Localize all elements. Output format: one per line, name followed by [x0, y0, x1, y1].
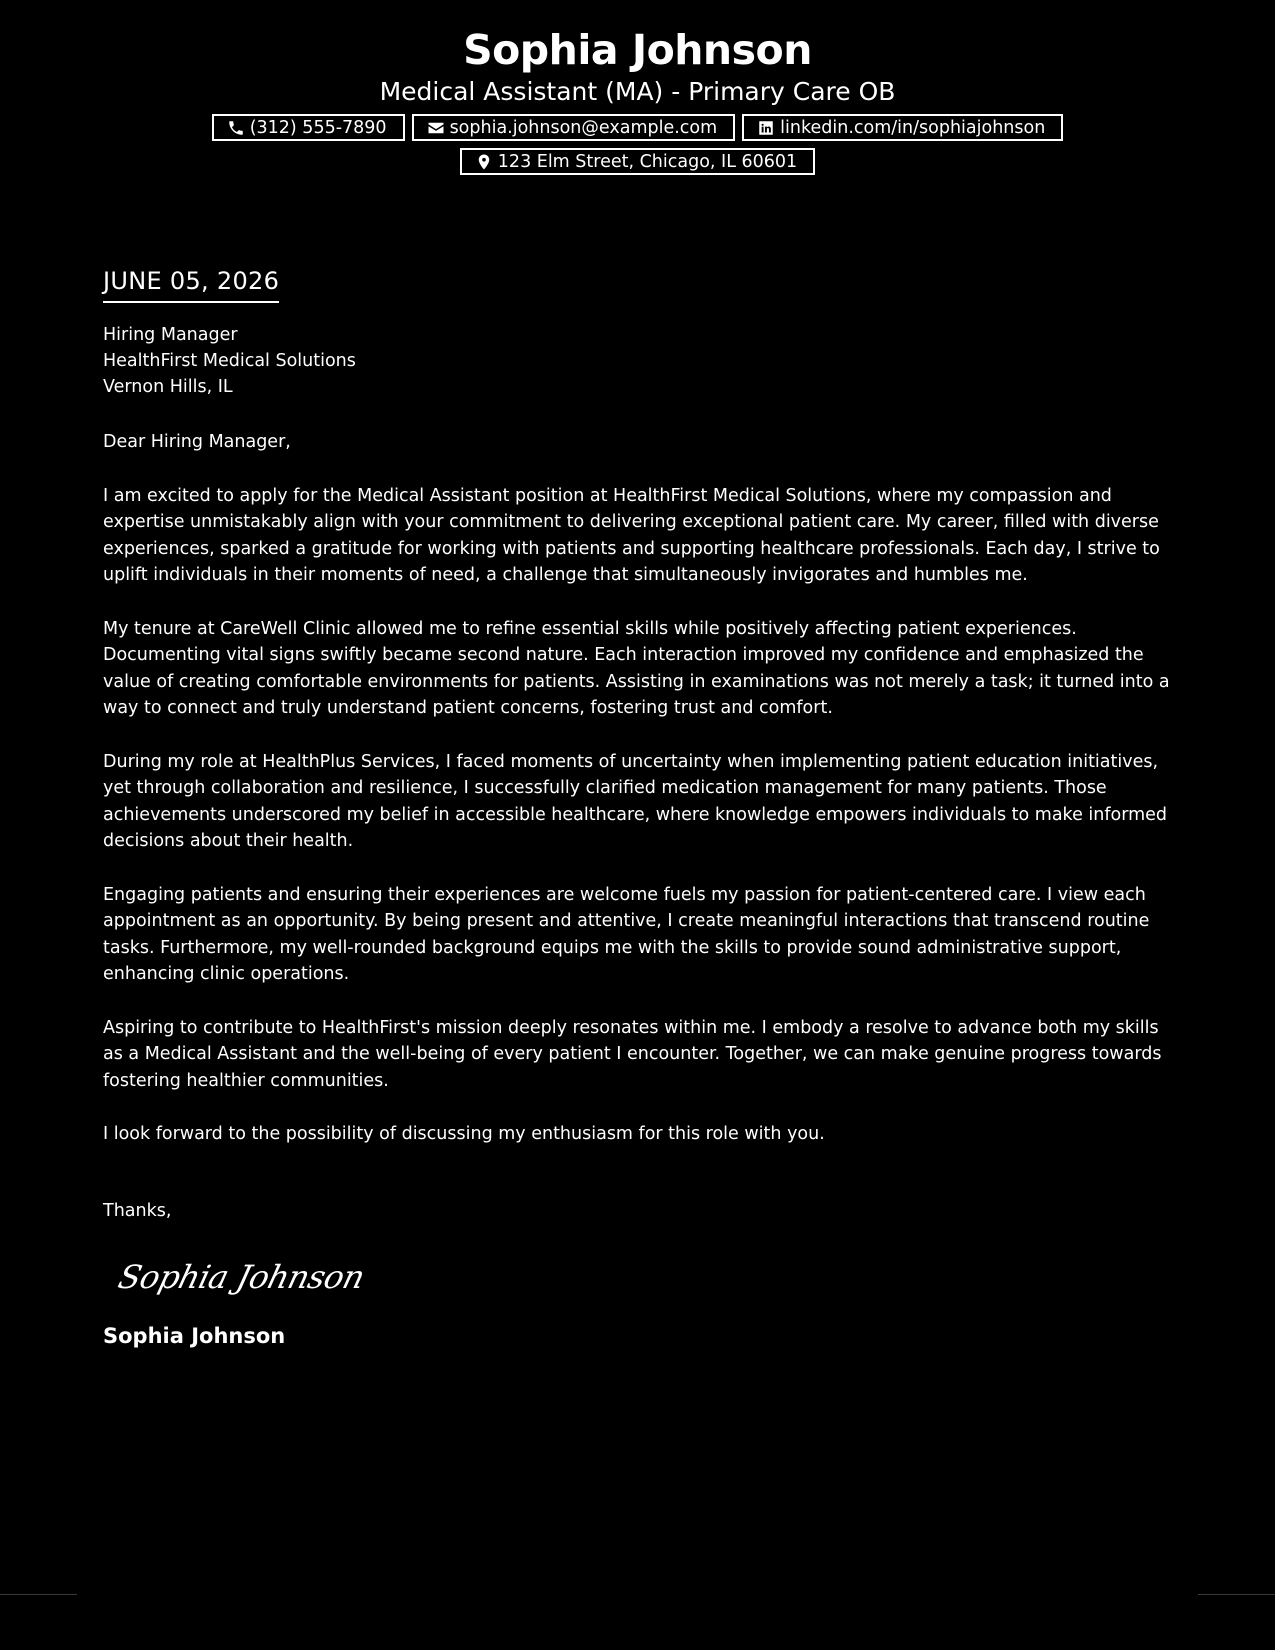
linkedin-contact[interactable] [742, 114, 1063, 141]
applicant-name: Sophia Johnson [463, 26, 812, 74]
linkedin-icon [756, 118, 776, 138]
map-pin-icon [474, 152, 494, 172]
contact-row-address [0, 148, 1275, 175]
letter-date: JUNE 05, 2026 [103, 266, 279, 303]
letter-paragraph: I am excited to apply for the Medical Assistant position at HealthFirst Medical Solutions, where my compassion and expertise unmistakably align with your commitment to delivering exceptional patient care. My career, filled with diverse experiences, sparked a gratitude for working with patients and supporting healthcare professionals. Each day, I strive to uplift individuals in their moments of need, a challenge that simultaneously invigorates and humbles me. [103, 485, 1160, 585]
recipient-line: Hiring Manager [103, 325, 238, 345]
contact-row [0, 114, 1275, 141]
job-title: Medical Assistant (MA) - Primary Care OB [379, 77, 896, 106]
letter-body [103, 266, 1173, 1350]
email-text[interactable]: sophia.johnson@example.com [449, 117, 718, 138]
phone-text: (312) 555-7890 [249, 117, 387, 138]
svg-text:Sophia Johnson: Sophia Johnson [114, 1258, 363, 1296]
envelope-icon [426, 118, 446, 138]
closing: Thanks, [103, 1200, 172, 1221]
letter-paragraph: Aspiring to contribute to HealthFirst's mission deeply resonates within me. I embody a resolve to advance both my skills as a Medical Assistant and the well-being of every patient I encounter. Together, we can make genuine progress towards fostering healthier communities. [103, 1017, 1162, 1091]
handwritten-signature [113, 1250, 1173, 1302]
recipient-line: HealthFirst Medical Solutions [103, 351, 356, 371]
recipient-block [103, 322, 1173, 400]
linkedin-text[interactable]: linkedin.com/in/sophiajohnson [780, 117, 1046, 138]
footer-divider-right [1198, 1594, 1275, 1595]
letter-paragraph: My tenure at CareWell Clinic allowed me to refine essential skills while positively affecting patient experiences. Documenting vital signs swiftly became second nature. Each interaction improved my confidence and emphasized the value of creating comfortable environments for patients. Assisting in examinations was not merely a task; it turned into a way to connect and truly understand patient concerns, fostering trust and comfort. [103, 618, 1170, 718]
letter-header [0, 24, 1275, 175]
phone-icon [226, 118, 246, 138]
letter-paragraph: I look forward to the possibility of discussing my enthusiasm for this role with you. [103, 1124, 825, 1144]
letter-paragraph: Engaging patients and ensuring their experiences are welcome fuels my passion for patient-centered care. I view each appointment as an opportunity. By being present and attentive, I create meaningful interactions that transcend routine tasks. Furthermore, my well-rounded background equips me with the skills to provide sound administrative support, enhancing clinic operations. [103, 884, 1150, 984]
recipient-line: Vernon Hills, IL [103, 377, 233, 397]
signer-name: Sophia Johnson [103, 1324, 286, 1348]
address-text: 123 Elm Street, Chicago, IL 60601 [497, 151, 798, 172]
salutation: Dear Hiring Manager, [103, 432, 291, 452]
email-contact[interactable] [412, 114, 736, 141]
footer-divider-left [0, 1594, 77, 1595]
address-contact [460, 148, 815, 175]
letter-paragraph: During my role at HealthPlus Services, I faced moments of uncertainty when implementing patient education initiatives, yet through collaboration and resilience, I successfully clarified medication management for many patients. Those achievements underscored my belief in accessible healthcare, where knowledge empowers individuals to make informed decisions about their health. [103, 751, 1168, 851]
phone-contact [212, 114, 405, 141]
